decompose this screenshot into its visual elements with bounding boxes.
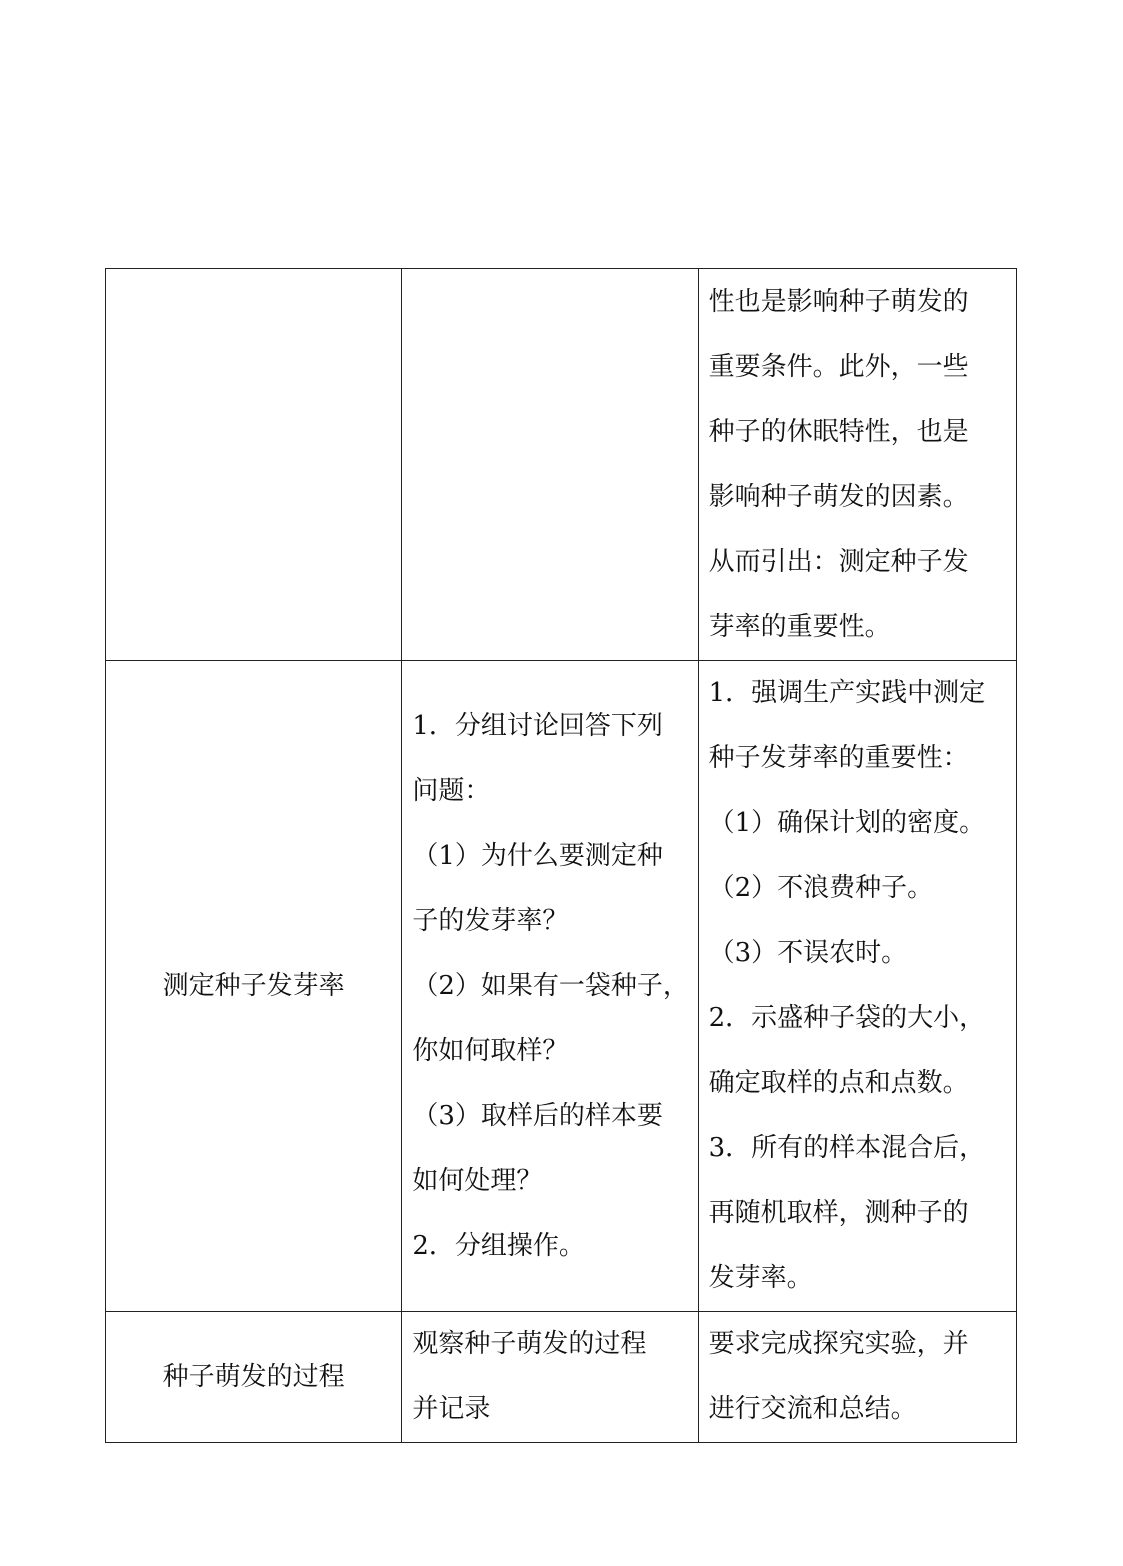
text-line: 3．所有的样本混合后， (708, 1133, 986, 1163)
text-line: 你如何取样？ (412, 1035, 569, 1066)
text-line: 确定取样的点和点数。 (708, 1068, 969, 1098)
student-activity-cell (402, 661, 698, 1312)
text-line: 2．示盛种子袋的大小， (708, 1003, 986, 1033)
topic-cell (106, 269, 402, 661)
topic-cell (106, 661, 402, 1312)
text-line: 再随机取样，测种子的 (708, 1198, 969, 1228)
text-line: 种子的休眠特性，也是 (708, 416, 969, 447)
text-line: 子的发芽率？ (412, 905, 569, 936)
text-line: 性也是影响种子萌发的 (708, 286, 969, 317)
table-row (106, 1312, 1017, 1443)
text-line: 观察种子萌发的过程 (412, 1329, 647, 1359)
lesson-plan-table (105, 268, 1017, 1443)
topic-cell (106, 1312, 402, 1443)
table-row (106, 269, 1017, 661)
text-line: 影响种子萌发的因素。 (708, 481, 969, 512)
text-line: 1．强调生产实践中测定 (708, 678, 986, 708)
text-line: 芽率的重要性。 (708, 611, 891, 642)
text-line: 从而引出：测定种子发 (708, 546, 969, 577)
text-line: （3）不误农时。 (708, 938, 908, 968)
topic-text: 测定种子发芽率 (162, 970, 345, 1001)
table-row (106, 661, 1017, 1312)
text-line: （2）如果有一袋种子， (412, 970, 689, 1001)
text-line: （3）取样后的样本要 (412, 1100, 663, 1131)
text-line: 要求完成探究实验，并 (708, 1329, 969, 1359)
text-line: 进行交流和总结。 (708, 1394, 917, 1424)
text-line: 种子发芽率的重要性： (708, 743, 969, 773)
text-line: （2）不浪费种子。 (708, 873, 934, 903)
text-line: （1）确保计划的密度。 (708, 808, 986, 838)
text-line: 1．分组讨论回答下列 (412, 710, 663, 741)
teacher-activity-cell (698, 1312, 1016, 1443)
topic-text: 种子萌发的过程 (162, 1361, 345, 1392)
text-line: 发芽率。 (708, 1263, 813, 1293)
text-line: 重要条件。此外，一些 (708, 351, 969, 382)
teacher-activity-cell (698, 661, 1016, 1312)
text-line: 如何处理？ (412, 1165, 543, 1196)
text-line: 2．分组操作。 (412, 1230, 585, 1261)
teacher-activity-cell (698, 269, 1016, 661)
text-line: （1）为什么要测定种 (412, 840, 663, 871)
text-line: 并记录 (412, 1394, 491, 1424)
student-activity-cell (402, 1312, 698, 1443)
student-activity-cell (402, 269, 698, 661)
text-line: 问题： (412, 775, 491, 806)
